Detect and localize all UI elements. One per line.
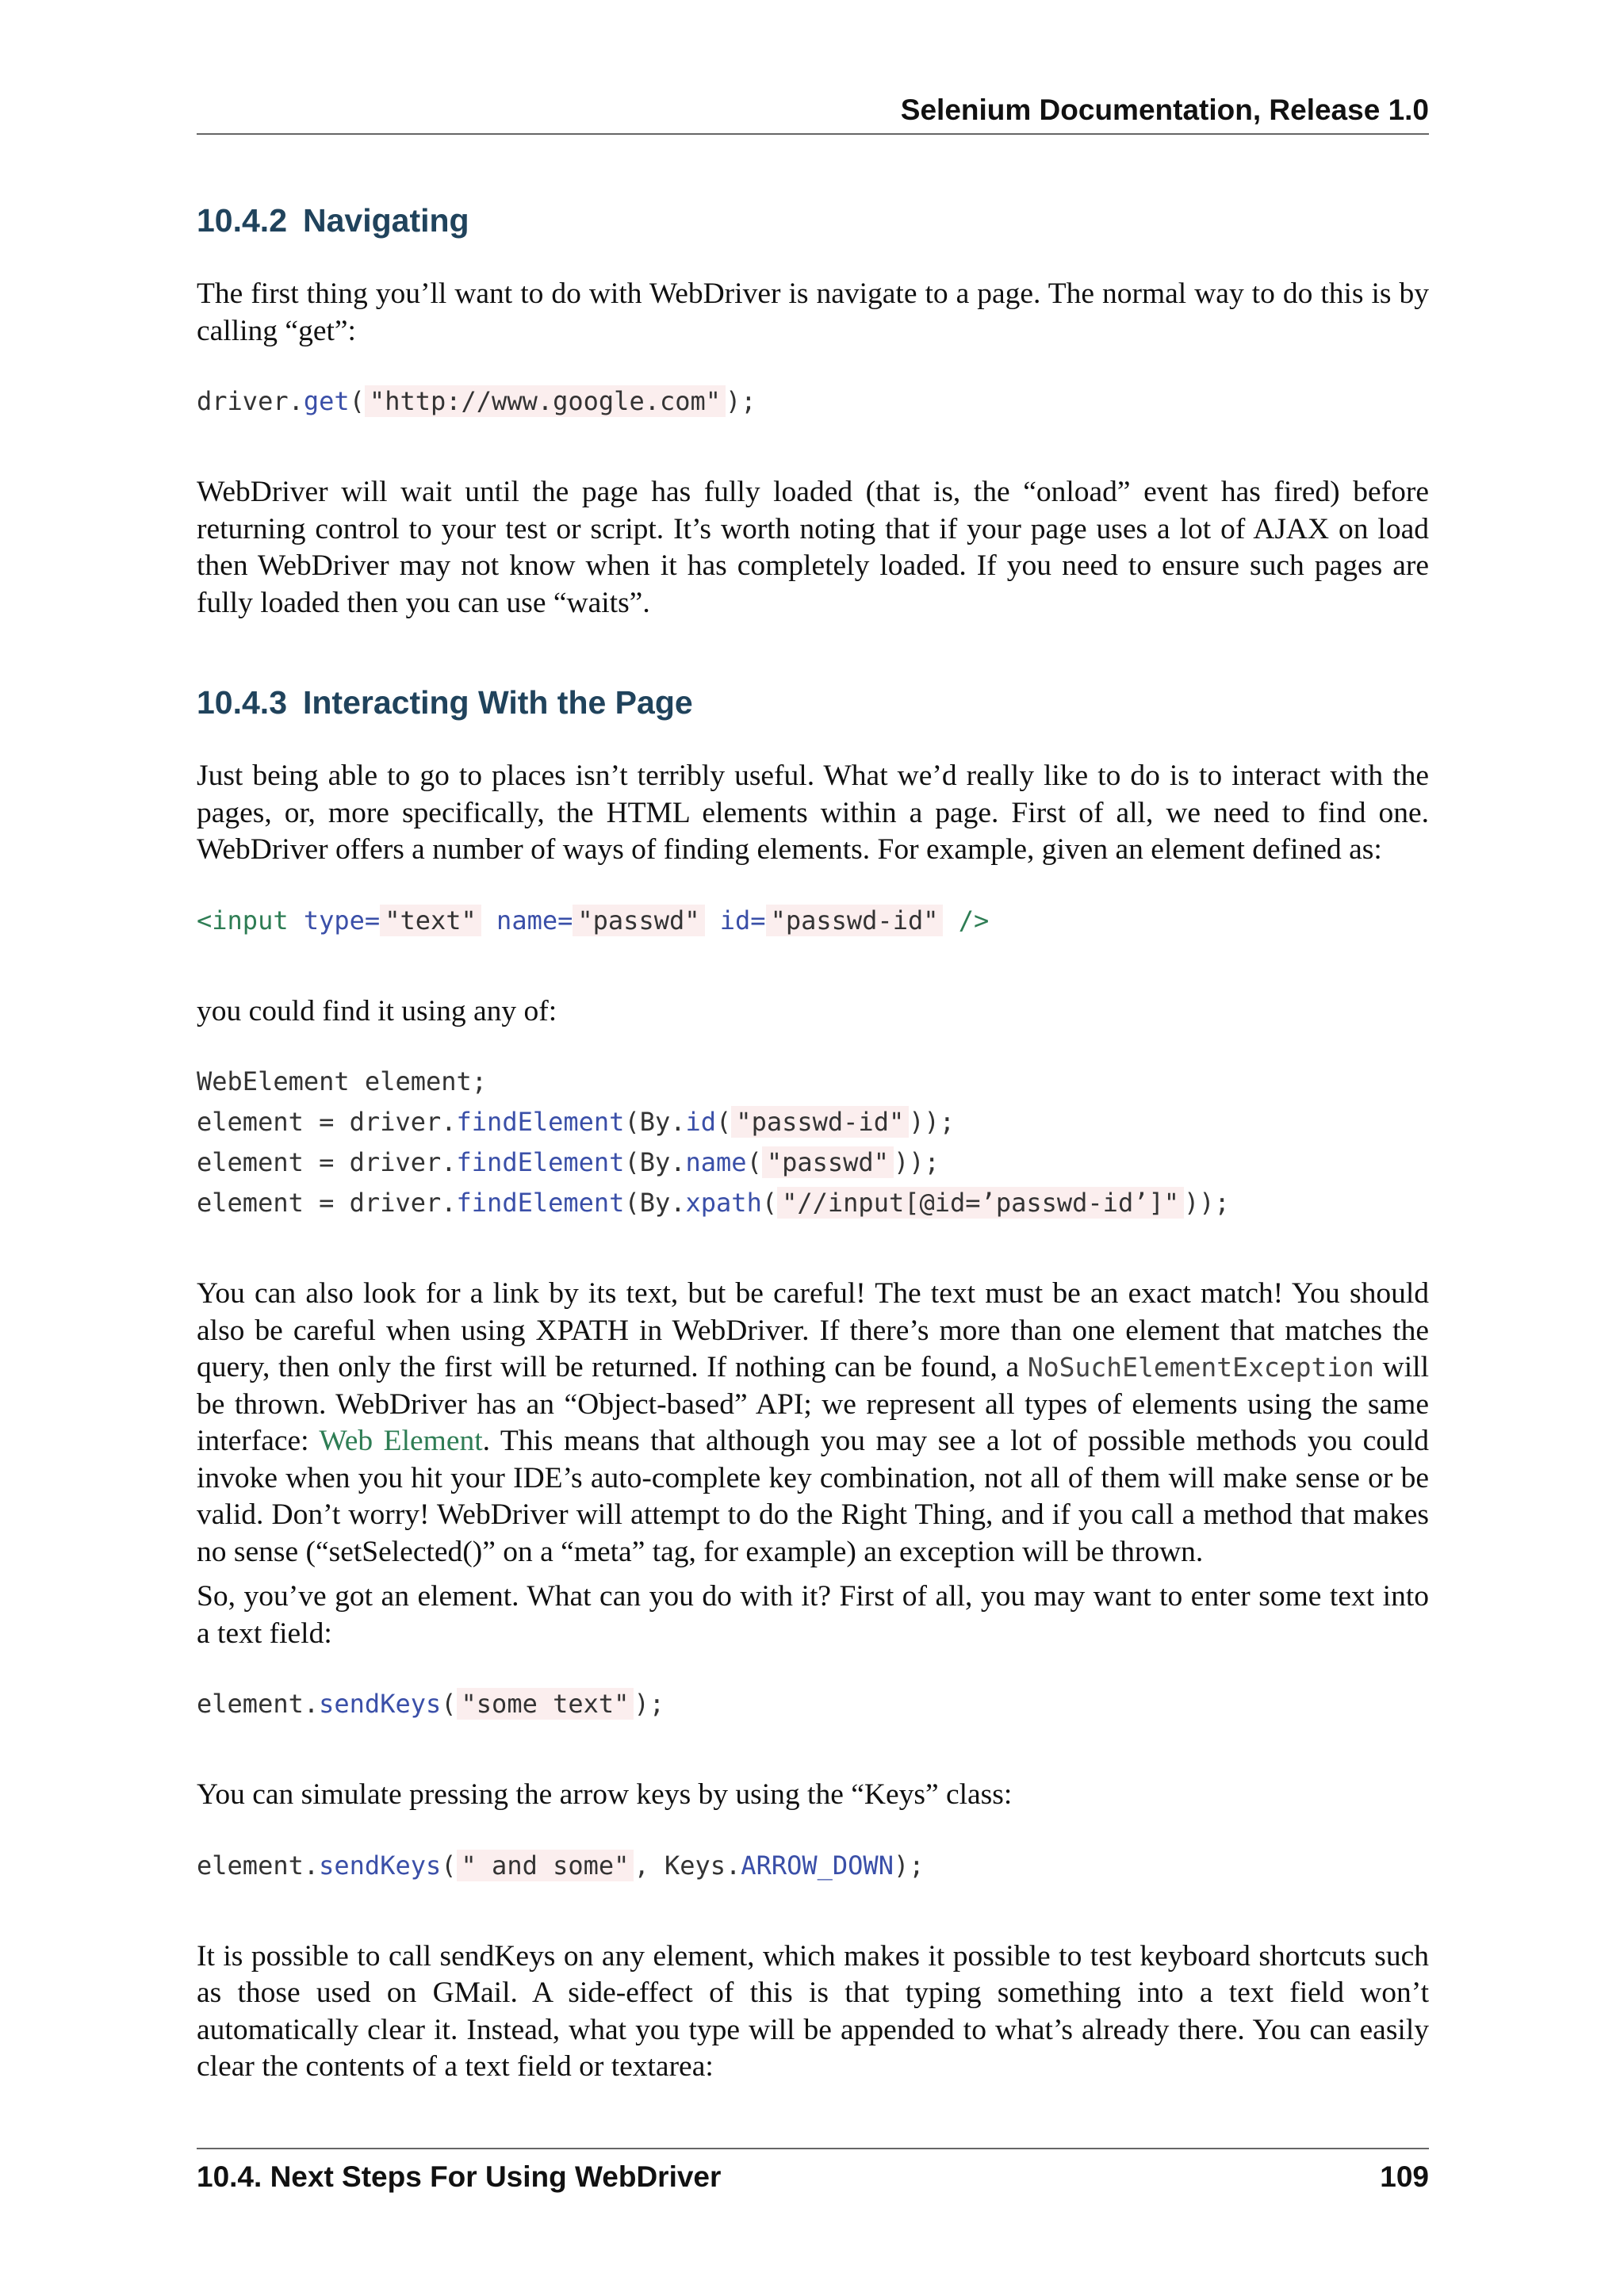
code-block-find-element: WebElement element; element = driver.findElement(By.id( "passwd-id" )); element = driver.findElement(By.name( "passwd" )); element = driver.findElement(By.xpath( "//input[@id=’passwd-id’]" )); xyxy=(197,1066,1230,1218)
code-block-sendkeys-arrow: element.sendKeys( " and some" , Keys.ARROW_DOWN); xyxy=(197,1850,925,1881)
header-title: Selenium Documentation, Release 1.0 xyxy=(900,94,1429,126)
paragraph-arrow-keys: You can simulate pressing the arrow keys by using the “Keys” class: xyxy=(197,1778,1013,1811)
document-page xyxy=(197,0,1429,2296)
web-element-link[interactable]: Web Element xyxy=(319,1425,483,1457)
paragraph-link-text-caution: You can also look for a link by its text, but be careful! The text must be an exact match! You should also be careful when using XPATH in WebDriver. If there’s more than one element that matches the query, then only the first will be returned. If nothing can be found, a NoSuchElementException will be thrown. WebDriver has an “Object-based” API; we represent all types of elements using the same interface: Web Element. This means that although you may see a lot of possible methods you could invoke when you hit your IDE’s auto-complete key combination, not all of them will make sense or be valid. Don’t worry! WebDriver will attempt to do the Right Thing, and if you call a method that makes no sense (“setSelected()” on a “meta” tag, for example) an exception will be thrown. xyxy=(197,1277,1429,1568)
code-block-sendkeys-text: element.sendKeys( "some text" ); xyxy=(197,1689,665,1719)
paragraph-navigate-intro: The first thing you’ll want to do with WebDriver is navigate to a page. The normal way to do this is by calling “get”: xyxy=(197,277,1429,347)
section-heading-navigating: 10.4.2 Navigating xyxy=(197,202,469,239)
paragraph-find-using: you could find it using any of: xyxy=(197,994,557,1027)
inline-code-exception: NoSuchElementException xyxy=(1027,1352,1374,1383)
code-block-get: driver.get( "http://www.google.com" ); xyxy=(197,386,756,416)
page-content xyxy=(197,197,1429,2111)
paragraph-interact-intro: Just being able to go to places isn’t terribly useful. What we’d really like to do is to interact with the pages, or, more specifically, the HTML elements within a page. First of all, we need to find one. WebDriver offers a number of ways of finding elements. For example, given an element defined as: xyxy=(197,760,1429,866)
running-header xyxy=(197,87,1429,135)
running-footer xyxy=(197,2148,1429,2205)
page-number: 109 xyxy=(1380,2160,1429,2193)
section-heading-interacting: 10.4.3 Interacting With the Page xyxy=(197,684,693,721)
paragraph-got-element: So, you’ve got an element. What can you do with it? First of all, you may want to enter some text into a text field: xyxy=(197,1580,1429,1650)
paragraph-sendkeys-any-element: It is possible to call sendKeys on any element, which makes it possible to test keyboard shortcuts such as those used on GMail. A side-effect of this is that typing something into a text field won’t automatically clear it. Instead, what you type will be appended to what’s already there. You can easily clear the contents of a text field or textarea: xyxy=(197,1939,1429,2083)
code-block-input-element: <input type= "text" name= "passwd" id= "passwd-id" /> xyxy=(197,905,990,936)
footer-section-title: 10.4. Next Steps For Using WebDriver xyxy=(197,2160,722,2193)
paragraph-wait-onload: WebDriver will wait until the page has fully loaded (that is, the “onload” event has fired) before returning control to your test or script. It’s worth noting that if your page uses a lot of AJAX on load then WebDriver may not know when it has completely loaded. If you need to ensure such pages are fully loaded then you can use “waits”. xyxy=(197,476,1429,619)
